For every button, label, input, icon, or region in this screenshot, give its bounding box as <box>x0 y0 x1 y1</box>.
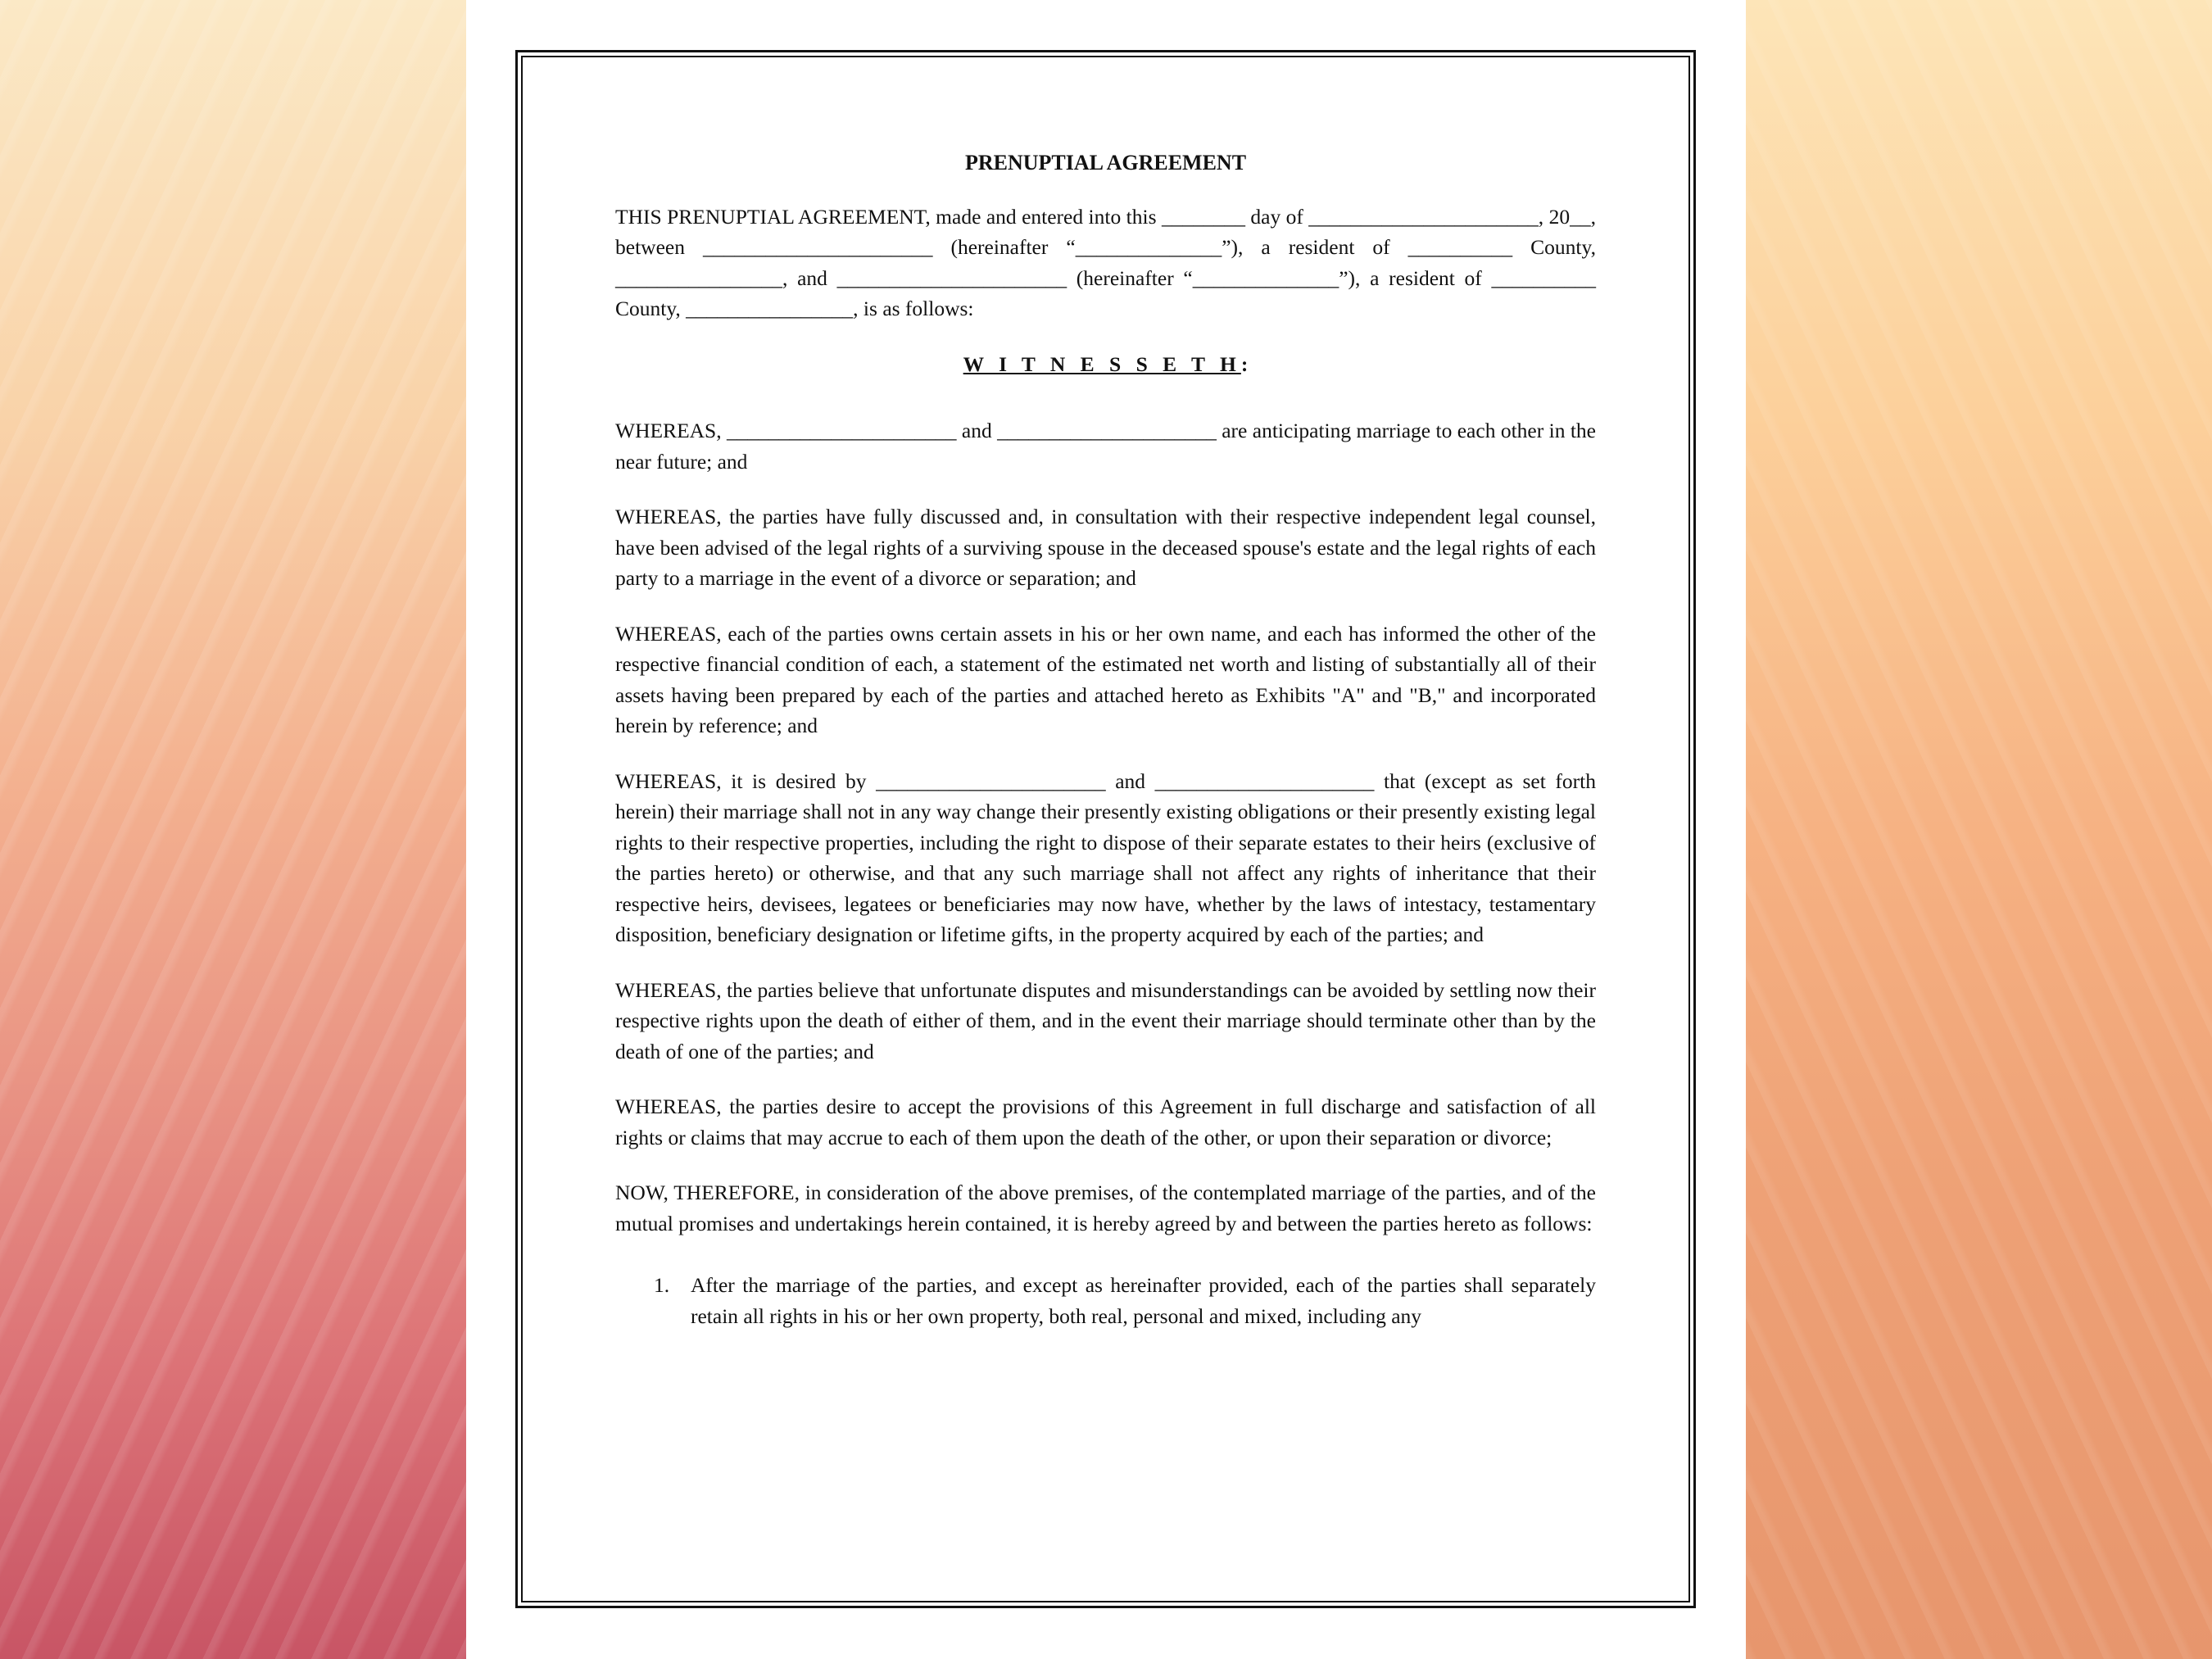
whereas-paragraph-4: WHEREAS, it is desired by ______________________ and _____________________ that (except as set forth herein) their marriage shall not in any way change their presently existing obligations or their presently existing legal rights to their respective properties, including the right to dispose of their separate estates to their heirs (exclusive of the parties hereto) or otherwise, and that any such marriage shall not affect any rights of inheritance that their respective heirs, devisees, legatees or beneficiaries may now have, whether by the laws of intestacy, testamentary disposition, beneficiary designation or lifetime gifts, in the property acquired by each of the parties; and <box>615 768 1596 946</box>
witnesseth-heading <box>615 349 1596 380</box>
whereas-paragraph-2: WHEREAS, the parties have fully discussed and, in consultation with their respective independent legal counsel, have been advised of the legal rights of a surviving spouse in the deceased spouse's estate and the legal rights of each party to a marriage in the event of a divorce or separation; and <box>615 505 1596 590</box>
document-content <box>615 147 1596 1331</box>
numbered-list-item-1 <box>615 1270 1596 1331</box>
document-title: PRENUPTIAL AGREEMENT <box>964 151 1247 175</box>
now-therefore-paragraph: NOW, THEREFORE, in consideration of the above premises, of the contemplated marriage of the parties, and of the mutual promises and undertakings herein contained, it is hereby agreed by and between the parties hereto as follows: <box>615 1181 1596 1235</box>
witnesseth-word: W I T N E S S E T H <box>963 351 1241 376</box>
background-left-panel <box>0 0 466 1659</box>
whereas-paragraph-1: WHEREAS, ______________________ and _____________________ are anticipating marriage to each other in the near future; and <box>615 419 1596 474</box>
whereas-paragraph-3: WHEREAS, each of the parties owns certain assets in his or her own name, and each has informed the other of the respective financial condition of each, a statement of the estimated net worth and listing of substantially all of their assets having been prepared by each of the parties and attached hereto as Exhibits "A" and "B," and incorporated herein by reference; and <box>615 621 1596 737</box>
list-item-text: After the marriage of the parties, and except as hereinafter provided, each of the parties shall separately retain all rights in his or her own property, both real, personal and mixed, including any <box>691 1273 1596 1328</box>
witnesseth-colon: : <box>1240 351 1249 376</box>
whereas-paragraph-6: WHEREAS, the parties desire to accept the provisions of this Agreement in full discharge and satisfaction of all rights or claims that may accrue to each of them upon the death of the other, or upon their separation or divorce; <box>615 1095 1596 1149</box>
intro-paragraph: THIS PRENUPTIAL AGREEMENT, made and entered into this ________ day of ______________________, 20__, between ______________________ (hereinafter “______________”), a resident of __________ County, ________________, and ______________________ (hereinafter “______________”), a resident of __________ County, ________________, is as follows: <box>615 204 1596 320</box>
list-item-number: 1. <box>654 1273 670 1297</box>
whereas-paragraph-5: WHEREAS, the parties believe that unfortunate disputes and misunderstandings can be avoided by settling now their respective rights upon the death of either of them, and in the event their marriage should terminate other than by the death of one of the parties; and <box>615 977 1596 1063</box>
background-right-panel <box>1746 0 2212 1659</box>
